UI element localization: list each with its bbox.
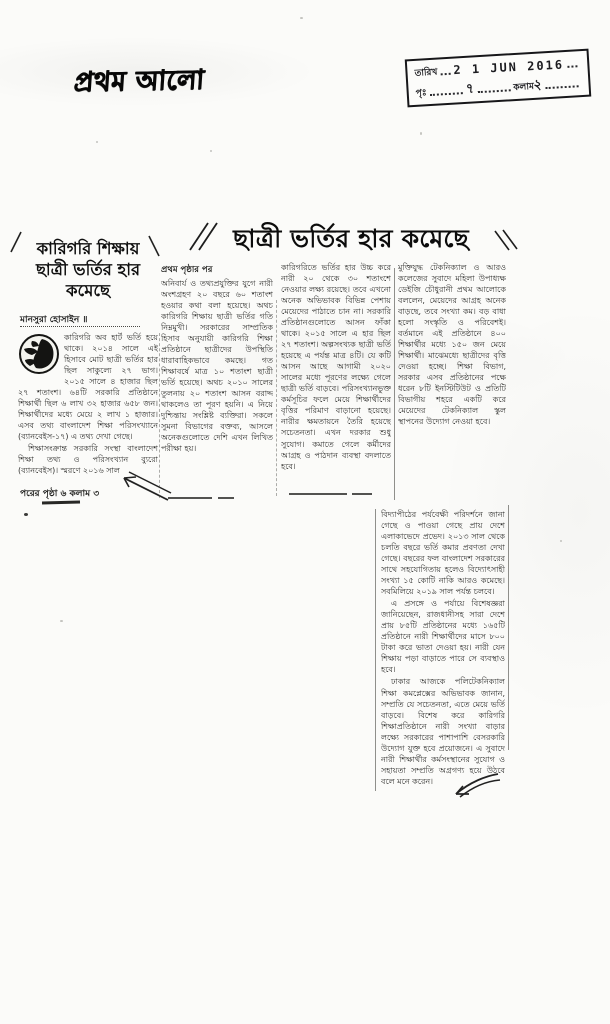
article-paragraph: কারিগরিতে ভর্তির হার উচ্চ করে নারী ২০ থেকে ৩০ শতাংশে নেওয়ার লক্ষ্য রয়েছে। তবে এখনো অনেক অভিভাবক বিভিন্ন পেশায় মেয়েদের পাঠাতে চান না। সরকারি প্রতিষ্ঠানগুলোতে আসন ফাঁকা থাকে। ২০১৫ সালে এ হার ছিল ২৭ শতাংশ। অল্পসংখ্যক ছাত্রী ভর্তি হয়েছে এ পর্যন্ত মাত্র ৪টি। যে কটি আসন আছে আগামী ২০২০ সালের মধ্যে পূরণের লক্ষ্যে গেলে ছাত্রী ভর্তি বাড়বে। পরিসংখ্যানভুক্ত কর্মসূচির ফলে মেয়ে শিক্ষার্থীদের বৃত্তির পরিমাণ বাড়ানো হয়েছে। নারীর ক্ষমতায়নে তৈরি হয়েছে সচেতনতা। এখন দরকার শুধু সুযোগ। কমাতে গেলে কর্মীদের আগ্রহ ও পাঠদান ব্যবস্থা বদলাতে হবে। xyxy=(281,263,391,471)
end-rule xyxy=(218,497,234,499)
stamp-date-row xyxy=(414,57,580,79)
handdrawn-arrow-down-icon xyxy=(448,768,504,802)
main-article-headline: ছাত্রী ভর্তির হার কমেছে xyxy=(233,224,469,253)
continued-from-kicker: প্রথম পৃষ্ঠার পর xyxy=(161,265,213,275)
stamp-column-label: কলাম xyxy=(513,81,535,93)
side-article-byline: মানসুরা হোসাইন ॥ xyxy=(20,315,88,325)
article-paragraph: ঢাকার আজকে পলিটেকনিক্যাল শিক্ষা কমপ্লেক্সের অভিভাবক জানান, সম্প্রতি যে সচেতনতা, এতে মেয়ে ভর্তি বাড়বে। বিশেষ করে কারিগরি শিক্ষাপ্রতিষ্ঠানে নারী সংখ্যা বাড়ার লক্ষ্যে সরকারের পাশাপাশি বেসরকারি উদ্যোগ যুক্ত হবে প্রয়োজনে। এ সুবাদে নারী শিক্ষার্থীর কর্মসংস্থানের সুযোগ ও সহায়তা সম্প্রতি অগ্রগণ্য হয়ে উঠবে বলে মনে করেন। xyxy=(381,677,505,786)
newspaper-masthead-logo: প্রথম আলো xyxy=(72,64,206,99)
stamp-column-value: ২ xyxy=(533,77,544,93)
scan-speckle xyxy=(60,620,63,622)
scan-speckle xyxy=(96,141,98,143)
article-paragraph: বিদ্যাপীঠের পর্যবেক্ষী পরিদর্শনে জানা গেছে ও পাওয়া গেছে প্রায় দেশে এলাকাভেদে প্রভেদ। ২০১৩ সাল থেকে চলতি বছরে ভর্তি কমার প্রবণতা দেখা গেছে। বছরের ফল বাংলাদেশ সরকারের সাথে সহযোগিতায় হলেও বিদ্যোৎসাহী সংখ্যা ১৫ কোটি নাকি আরও কমেছে। সবমিলিয়ে ২০১৯ সাল পর্যন্ত চলবে। xyxy=(381,510,505,597)
article-paragraph: অনিবার্য ও তথ্যপ্রযুক্তির যুগে নারী অংশগ্রহণ ২০ বছরে ৬০ শতাংশ হওয়ার কথা বলা হয়েছে। অথচ কারিগরি শিক্ষায় ছাত্রী ভর্তির গতি নিম্নমুখী। সরকারের সাম্প্রতিক হিসাব অনুযায়ী কারিগরি শিক্ষা প্রতিষ্ঠানে ছাত্রীদের উপস্থিতি ধারাবাহিকভাবে কমছে। গত শিক্ষাবর্ষে মাত্র ১০ শতাংশ ছাত্রী ভর্তি হয়েছে। অথচ ২০১০ সালের তুলনায় ২০ শতাংশ আসন বরাদ্দ থাকলেও তা পূরণ হয়নি। এ নিয়ে দুশ্চিন্তায় সংশ্লিষ্ট ব্যক্তিরা। সকলে সুমনা বিভাগের বক্তব্য, আসলে অনেকগুলোতে দেশি এখন লিখিত পরীক্ষা হয়। xyxy=(161,279,273,454)
dotted-leader xyxy=(545,85,578,89)
column-rule xyxy=(375,509,376,791)
article-column-2 xyxy=(281,262,391,493)
side-article-body xyxy=(18,332,158,482)
dotted-rule xyxy=(20,326,140,327)
article-column-4 xyxy=(381,509,505,796)
stamp-page-row xyxy=(415,76,581,99)
column-rule xyxy=(508,505,509,750)
column-rule xyxy=(394,268,395,500)
side-article-paragraph: শিক্ষাসংক্রান্ত সরকারি সংস্থা বাংলাদেশ শিক্ষা তথ্য ও পরিসংখ্যান ব্যুরো (ব্যানবেইস)। স্মরণে ২০১৬ সাল xyxy=(18,444,158,476)
side-article-headline: কারিগরি শিক্ষায় ছাত্রী ভর্তির হার কমেছে xyxy=(35,239,141,301)
scan-speckle xyxy=(560,540,562,542)
dotted-leader xyxy=(477,89,510,93)
stamp-page-label: পৃঃ xyxy=(415,88,427,99)
scan-speckle xyxy=(420,132,422,135)
column-rule xyxy=(159,333,160,498)
scan-speckle xyxy=(210,150,212,152)
dotted-leader xyxy=(567,66,577,69)
article-paragraph: মুক্তিযুদ্ধ টেকনিক্যাল ও আরও কলেজের সুবাদে মহিলা উপাধ্যক্ষ ডেইজি চৌধুরানী প্রথম আলোকে বললেন, মেয়েদের আগ্রহ অনেক বাড়ছে, তবে সংখ্যা কম। বড় বাধা হলো সংস্কৃতি ও পরিবেশই। বর্তমানে এই প্রতিষ্ঠানে ৪০০ শিক্ষার্থীর মধ্যে ১৫০ জন মেয়ে শিক্ষার্থী। মাঝেমধ্যে ছাত্রীদের বৃত্তি দেওয়া হচ্ছে। শিক্ষা বিভাগ, সরকার এসব প্রতিষ্ঠানের পক্ষে ধরেন ৮টি ইনস্টিটিউট ও প্রতিটি বিভাগীয় শহরে একটি করে মেয়েদের টেকনিক্যাল স্কুল স্থাপনের উদ্যোগ নেওয়া হবে। xyxy=(398,263,506,427)
column-rule xyxy=(276,300,277,496)
continuation-note: পরের পৃষ্ঠা ৬ কলাম ৩ xyxy=(20,489,100,499)
stamp-date-value: 2 1 JUN 2016 xyxy=(453,57,565,78)
article-paragraph: এ প্রসঙ্গে ও পর্যায়ে বিশেষজ্ঞরা জানিয়েছেন, রাজধানীসহ সারা দেশে প্রায় ৮৫টি প্রতিষ্ঠানের মধ্যে ১৬৫টি প্রতিষ্ঠানে নারী শিক্ষার্থীদের মাসে ৮০০ টাকা করে ভাতা দেওয়া হয়। নারী যেন শিক্ষায় পড়া বাড়াতে পারে সে ব্যবস্থাও হবে। xyxy=(381,599,505,675)
pen-dot-mark xyxy=(24,513,28,516)
dotted-leader xyxy=(440,73,450,76)
pen-underline-mark xyxy=(42,501,80,505)
stamp-date-label: তারিখ xyxy=(414,67,438,80)
dotted-leader xyxy=(430,92,463,96)
column-logo-icon xyxy=(18,333,60,375)
archive-date-stamp xyxy=(405,49,592,108)
end-rule xyxy=(352,493,372,495)
stamp-page-value: ৭ xyxy=(464,81,475,97)
scan-speckle xyxy=(300,17,303,19)
article-column-1 xyxy=(161,278,273,496)
article-column-3 xyxy=(398,262,506,506)
end-rule xyxy=(289,493,347,495)
end-rule xyxy=(168,497,212,499)
side-article-paragraph: কারিগরি অব হার্ট ভর্তি হয়ে থাকে। ২০১৪ সালে এই হিসাবে মোট ছাত্রী ভর্তির হার ছিল সাকুল্যে ২৭ ভাগ। ২০১৫ সালে ৪ হাজার ছিল ২৭ শতাংশ। ৬৪টি সরকারি প্রতিষ্ঠানে শিক্ষার্থী ছিল ৬ লাখ ৩২ হাজার ৬৫৮ জন। শিক্ষার্থীদের মধ্যে মেয়ে ২ লাখ ১ হাজার। এসব তথ্য বাংলাদেশ শিক্ষা পরিসংখ্যানে (ব্যানবেইস-১৭) এ তথ্য দেখা গেছে। xyxy=(18,333,158,442)
